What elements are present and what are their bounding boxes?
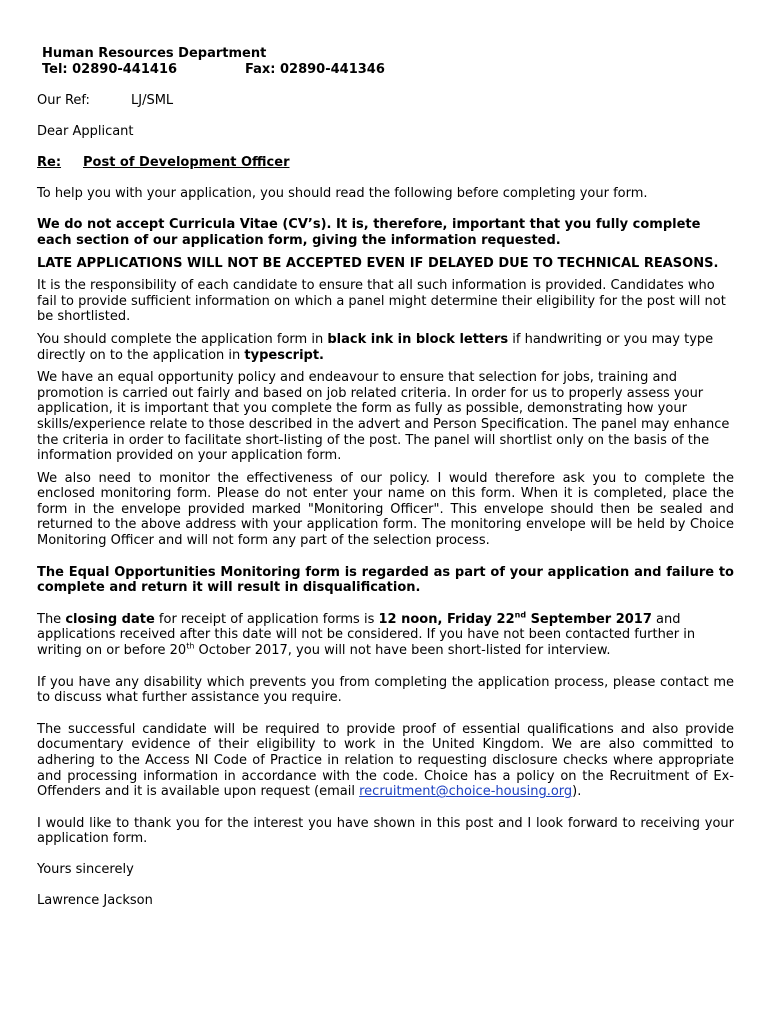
closing-text-3: and applications received after this date will not be considered. If you have not been contacted further in writing on or before 20: [37, 611, 696, 659]
subject-label: Re:: [37, 155, 62, 171]
monitoring-paragraph: We also need to monitor the effectiveness of our policy. I would therefore ask you to complete the enclosed monitoring form. Please do not enter your name on this form. When it is completed, place the form in the envelope provided marked "Monitoring Officer". This envelope should then be sealed and returned to the above address with your application form. The monitoring envelope will be held by Choice Monitoring Officer and will not form any part of the selection process.: [37, 470, 734, 549]
closing-date-paragraph: [37, 612, 734, 659]
contact-line: [42, 62, 734, 78]
closing-deadline-month: September 2017: [526, 611, 652, 627]
equal-opportunity-paragraph: We have an equal opportunity policy and endeavour to ensure that selection for jobs, training and promotion is carried out fairly and based on job related criteria. In order for us to properly assess your application, it is important that you complete the form as fully as possible, demonstrating how your skills/experience relate to those described in the advert and Person Specification. The panel may enhance the criteria in order to facilitate short-listing of the post. The panel will shortlist only on the basis of the information provided on your application form.: [37, 370, 730, 464]
late-applications-notice: LATE APPLICATIONS WILL NOT BE ACCEPTED EVEN IF DELAYED DUE TO TECHNICAL REASONS.: [37, 255, 719, 271]
successful-candidate-paragraph: [37, 722, 734, 800]
telephone: Tel: 02890-441416: [42, 62, 178, 77]
salutation: Dear Applicant: [37, 123, 134, 139]
department-name: Human Resources Department: [42, 46, 267, 61]
subject-line: [37, 155, 734, 171]
eo-form-notice: The Equal Opportunities Monitoring form is regarded as part of your application and failure to complete and return it will result in disqualification.: [37, 564, 734, 596]
ink-emphasis-2: typescript.: [244, 347, 324, 363]
ref-value: LJ/SML: [131, 93, 174, 108]
closing-deadline-suffix: nd: [514, 610, 527, 620]
letter: [37, 46, 734, 908]
closing-date-label: closing date: [65, 611, 155, 627]
success-text-end: ).: [572, 784, 582, 800]
closing-text-2: for receipt of application forms is: [154, 611, 379, 627]
subject-title: Post of Development Officer: [83, 155, 290, 171]
success-text: The successful candidate will be required to provide proof of essential qualifications and also provide documentary evidence of their eligibility to work in the United Kingdom. We are also committed to adhering to the Access NI Code of Practice in relation to requesting disclosure checks where appropriate and processing information in accordance with the code. Choice has a policy on the Recruitment of Ex-Offenders and it is available upon request (email: [37, 721, 734, 800]
ink-paragraph: [37, 332, 734, 363]
recruitment-email-link[interactable]: recruitment@choice-housing.org: [359, 784, 573, 800]
complimentary-close: Yours sincerely: [37, 861, 134, 877]
intro-paragraph: To help you with your application, you should read the following before completing your form.: [37, 185, 648, 201]
ref-label: Our Ref:: [37, 93, 90, 108]
reference-line: [37, 93, 734, 109]
closing-text-1: The: [37, 611, 66, 627]
ink-text-2: if handwriting or you may type directly on to the application in: [37, 331, 714, 363]
ink-text-1: You should complete the application form in: [37, 331, 328, 347]
contact-date-suffix: th: [186, 641, 195, 651]
ink-emphasis-1: black ink in block letters: [327, 331, 509, 347]
fax: Fax: 02890-441346: [245, 62, 385, 77]
closing-deadline: 12 noon, Friday 22: [378, 611, 515, 627]
disability-paragraph: If you have any disability which prevents you from completing the application process, please contact me to discuss what further assistance you require.: [37, 674, 734, 706]
thanks-paragraph: I would like to thank you for the interest you have shown in this post and I look forward to receiving your application form.: [37, 815, 734, 847]
signatory-name: Lawrence Jackson: [37, 892, 153, 908]
cv-notice: We do not accept Curricula Vitae (CV’s). It is, therefore, important that you fully complete each section of our application form, giving the information requested.: [37, 217, 701, 248]
responsibility-paragraph: It is the responsibility of each candidate to ensure that all such information is provided. Candidates who fail to provide sufficient information on which a panel might determine their eligibility for the post will not be shortlisted.: [37, 278, 726, 325]
closing-text-4: October 2017, you will not have been short-listed for interview.: [194, 643, 611, 659]
